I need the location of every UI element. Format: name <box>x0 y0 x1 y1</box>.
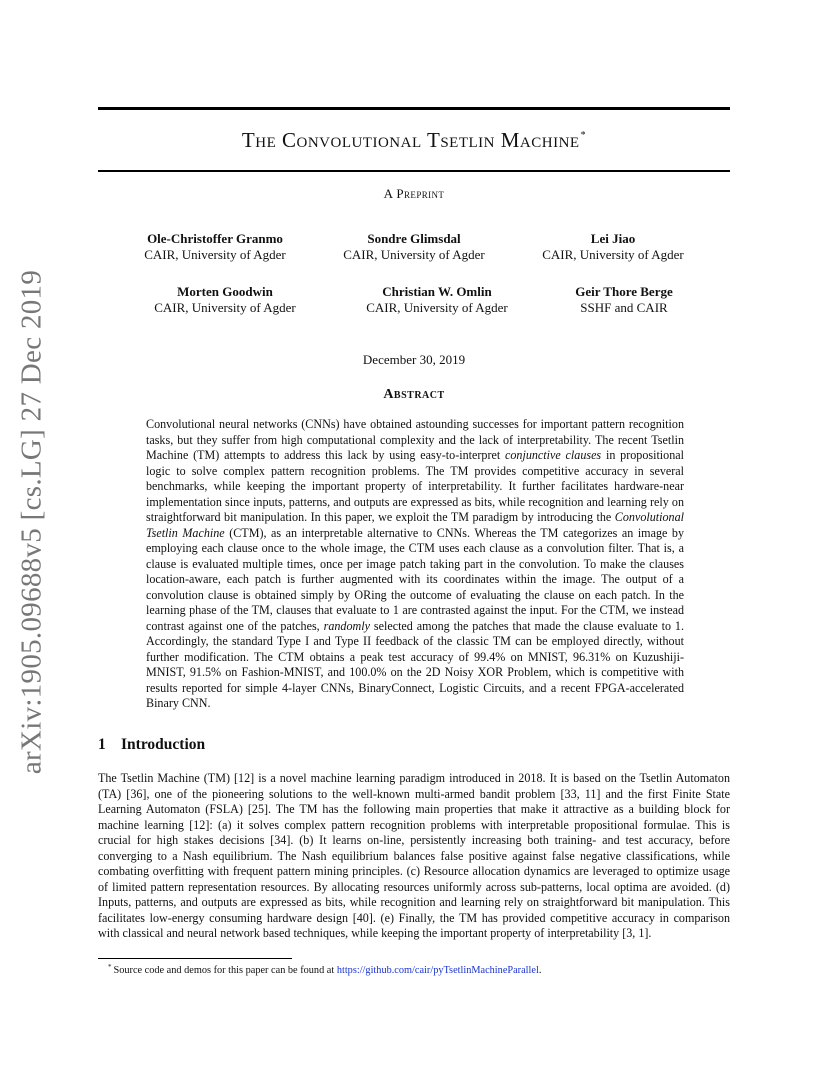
paper-title-text: The Convolutional Tsetlin Machine <box>241 128 580 152</box>
title-top-rule <box>98 107 730 110</box>
author-block <box>125 284 325 316</box>
section-title: Introduction <box>121 736 206 753</box>
footnote-mark: * <box>108 963 112 971</box>
abstract-text-part: selected among the patches that made the clause evaluate to 1. Accordingly, the standard Type I and Type II feedback of the classic TM can be employed directly, without further modification. The CTM obtains a peak test accuracy of 99.4% on MNIST, 96.31% on Kuzushiji-MNIST, 91.5% on Fashion-MNIST, and 100.0% on the 2D Noisy XOR Problem, which is competitive with results reported for simple 4-layer CNNs, BinaryConnect, Logistic Circuits, and a recent FPGA-accelerated Binary CNN. <box>146 618 685 710</box>
author-name: Lei Jiao <box>590 231 636 246</box>
author-block <box>314 231 514 263</box>
abstract-emphasis: Convolutional Tsetlin Machine <box>146 510 684 540</box>
paper-title <box>98 128 730 153</box>
author-affiliation: CAIR, University of Agder <box>144 247 286 262</box>
abstract-text <box>146 417 684 712</box>
author-affiliation: CAIR, University of Agder <box>154 300 296 315</box>
abstract-text-part: in propositional logic to solve complex pattern recognition problems. The TM provides competitive accuracy in several benchmarks, while keeping the important property of interpretability. It further facilitates hardware-near implementation since inputs, patterns, and outputs are expressed as bits, while recognition and learning rely on straightforward bit manipulation. In this paper, we exploit the TM paradigm by introducing the <box>146 448 684 524</box>
footnote-text: Source code and demos for this paper can be found at <box>113 965 337 976</box>
title-footnote-mark: * <box>580 130 587 141</box>
title-bottom-rule <box>98 170 730 172</box>
preprint-label: A Preprint <box>383 186 445 201</box>
author-affiliation: SSHF and CAIR <box>580 300 668 315</box>
abstract-text-part: (CTM), as an interpretable alternative to CNNs. Whereas the TM categorizes an image by employing each clause once to the whole image, the CTM uses each clause as a convolution filter. That is, a clause is evaluated multiple times, once per image patch taking part in the convolution. To make the clauses location-aware, each patch is further augmented with its coordinates within the image. The output of a convolution clause is obtained simply by ORing the outcome of evaluating the clause on each patch. In the learning phase of the TM, clauses that evaluate to 1 are contrasted against the input. For the CTM, we instead contrast against one of the patches, <box>146 525 684 633</box>
author-name: Morten Goodwin <box>177 284 273 299</box>
author-name: Christian W. Omlin <box>382 284 492 299</box>
footnote-end: . <box>538 965 542 976</box>
section-number: 1 <box>98 736 106 753</box>
abstract-heading: Abstract <box>383 387 445 402</box>
abstract-emphasis: randomly <box>323 618 370 633</box>
author-affiliation: CAIR, University of Agder <box>366 300 508 315</box>
author-block <box>513 231 713 263</box>
section-heading <box>98 736 205 754</box>
introduction-paragraph: The Tsetlin Machine (TM) [12] is a novel machine learning paradigm introduced in 2018. It is based on the Tsetlin Automaton (TA) [36], one of the pioneering solutions to the well-known multi-armed bandit problem [33, 11] and the first Finite State Learning Automaton (FSLA) [25]. The TM has the following main properties that make it attractive as a building block for machine learning [12]: (a) it solves complex pattern recognition problems with interpretable propositional formulae. This is crucial for high stakes decisions [34]. (b) It learns on-line, persistently increasing both training- and test accuracy, before converging to a Nash equilibrium. The Nash equilibrium balances false positive against false negative classifications, while combating overfitting with frequent pattern mining principles. (c) Resource allocation dynamics are leveraged to optimize usage of limited pattern representation resources. By allocating resources uniformly across sub-patterns, local optima are avoided. (d) Inputs, patterns, and outputs are expressed as bits, while recognition and learning rely on straightforward bit manipulation. This facilitates low-energy consuming hardware design [40]. (e) Finally, the TM has provided competitive accuracy in comparison with classical and neural network based techniques, while keeping the important property of interpretability [3, 1]. <box>98 771 730 940</box>
footnote <box>108 963 541 976</box>
abstract-emphasis: conjunctive clauses <box>505 448 602 462</box>
abstract-text-part: Convolutional neural networks (CNNs) have obtained astounding successes for important pattern recognition tasks, but they suffer from high computational complexity and the lack of interpretability. The recent Tsetlin Machine (TM) attempts to address this lack by using easy-to-interpret <box>146 417 684 462</box>
author-name: Geir Thore Berge <box>575 284 673 299</box>
footnote-rule <box>98 958 292 959</box>
author-affiliation: CAIR, University of Agder <box>542 247 684 262</box>
footnote-link[interactable]: https://github.com/cair/pyTsetlinMachineParallel <box>336 965 539 976</box>
author-block <box>524 284 724 316</box>
author-name: Sondre Glimsdal <box>367 231 461 246</box>
author-affiliation: CAIR, University of Agder <box>343 247 485 262</box>
paper-date: December 30, 2019 <box>362 352 466 367</box>
author-block <box>337 284 537 316</box>
author-block <box>115 231 315 263</box>
arxiv-stamp: arXiv:1905.09688v5 [cs.LG] 27 Dec 2019 <box>15 269 48 775</box>
author-name: Ole-Christoffer Granmo <box>147 231 283 246</box>
